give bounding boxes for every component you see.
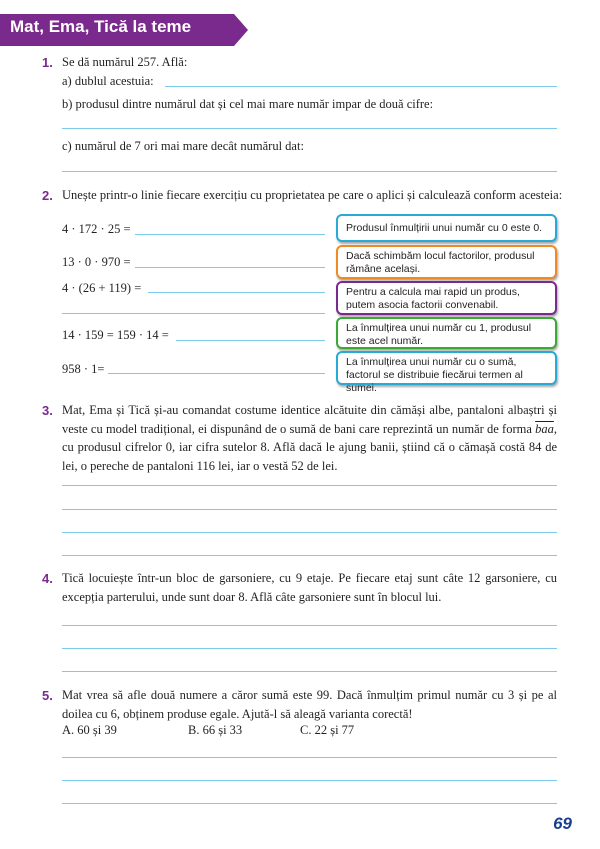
answer-line[interactable] [62,171,557,172]
answer-line[interactable] [135,267,325,268]
answer-line[interactable] [62,555,557,556]
answer-line[interactable] [62,509,557,510]
answer-line[interactable] [62,648,557,649]
exercise-2-number: 2. [42,188,53,203]
answer-line[interactable] [62,780,557,781]
property-box-identity[interactable]: La înmulțirea unui număr cu 1, produsul este acel număr. [336,317,557,349]
exercise-5-number: 5. [42,688,53,703]
exercise-2-item: 14 · 159 = 159 · 14 = [62,328,169,342]
answer-line[interactable] [62,757,557,758]
answer-line[interactable] [176,340,325,341]
exercise-1-prompt: Se dă numărul 257. Află: [62,55,188,69]
answer-line[interactable] [62,532,557,533]
property-box-zero[interactable]: Produsul înmulțirii unui număr cu 0 este 0. [336,214,557,242]
exercise-1a-label: a) dublul acestuia: [62,74,154,88]
exercise-2-prompt: Unește printr-o linie fiecare exercițiu cu proprietatea pe care o aplici și calculează conform acesteia: [62,188,563,202]
exercise-2-item: 4 · (26 + 119) = [62,281,142,295]
answer-line[interactable] [108,373,325,374]
exercise-5-text: Mat vrea să afle două numere a căror sumă este 99. Dacă înmulțim primul număr cu 3 și pe al doilea cu 6, obținem produse egale. Ajută-l să aleagă varianta corectă! [62,688,557,721]
option-c[interactable]: C. 22 și 77 [300,723,355,737]
exercise-1b-label: b) produsul dintre numărul dat și cel mai mare număr impar de două cifre: [62,97,434,111]
page-number: 69 [553,814,572,833]
property-box-associative[interactable]: Pentru a calcula mai rapid un produs, putem asocia factorii convenabil. [336,281,557,315]
answer-line[interactable] [135,234,325,235]
answer-line[interactable] [62,671,557,672]
exercise-2-item: 958 · 1= [62,362,105,376]
exercise-4-number: 4. [42,571,53,586]
exercise-1c-label: c) numărul de 7 ori mai mare decât numărul dat: [62,139,304,153]
exercise-2-item: 13 · 0 · 970 = [62,255,131,269]
exercise-3-text [62,401,557,475]
answer-line[interactable] [148,292,325,293]
overlined-number-form: $\overline{baa}$ [535,421,554,436]
answer-line[interactable] [62,485,557,486]
property-box-commutative[interactable]: Dacă schimbăm locul factorilor, produsul rămâne același. [336,245,557,279]
answer-line[interactable] [165,86,557,87]
exercise-4-text: Tică locuiește într-un bloc de garsoniere, cu 9 etaje. Pe fiecare etaj sunt câte 12 garsoniere, cu excepția parterului, unde sunt doar 8. Află câte garsoniere sunt în blocul lui. [62,571,557,604]
exercise-3-text-part: , cu produsul cifrelor 0, iar cifra sutelor 8. Află dacă le ajung banii, știind că o cămașă costă 84 de lei, o pereche de pantaloni 116 lei, iar o vestă 52 de lei. [62,421,557,473]
answer-line[interactable] [62,803,557,804]
option-a[interactable]: A. 60 și 39 [62,723,117,737]
option-b[interactable]: B. 66 și 33 [188,723,243,737]
page-title: Mat, Ema, Tică la teme [10,17,192,36]
property-box-distributive[interactable]: La înmulțirea unui număr cu o sumă, factorul se distribuie fiecărui termen al sumei. [336,351,557,385]
exercise-1-number: 1. [42,55,53,70]
answer-line[interactable] [62,128,557,129]
answer-line[interactable] [62,625,557,626]
exercise-3-number: 3. [42,403,53,418]
exercise-3-text-part: Mat, Ema și Tică și-au comandat costume identice alcătuite din cămăși albe, pantaloni albaștri și veste cu model tradițional, ei dispunând de o sumă de bani care reprezintă un număr de forma [62,403,557,436]
exercise-2-item: 4 · 172 · 25 = [62,222,131,236]
answer-line[interactable] [62,313,325,314]
